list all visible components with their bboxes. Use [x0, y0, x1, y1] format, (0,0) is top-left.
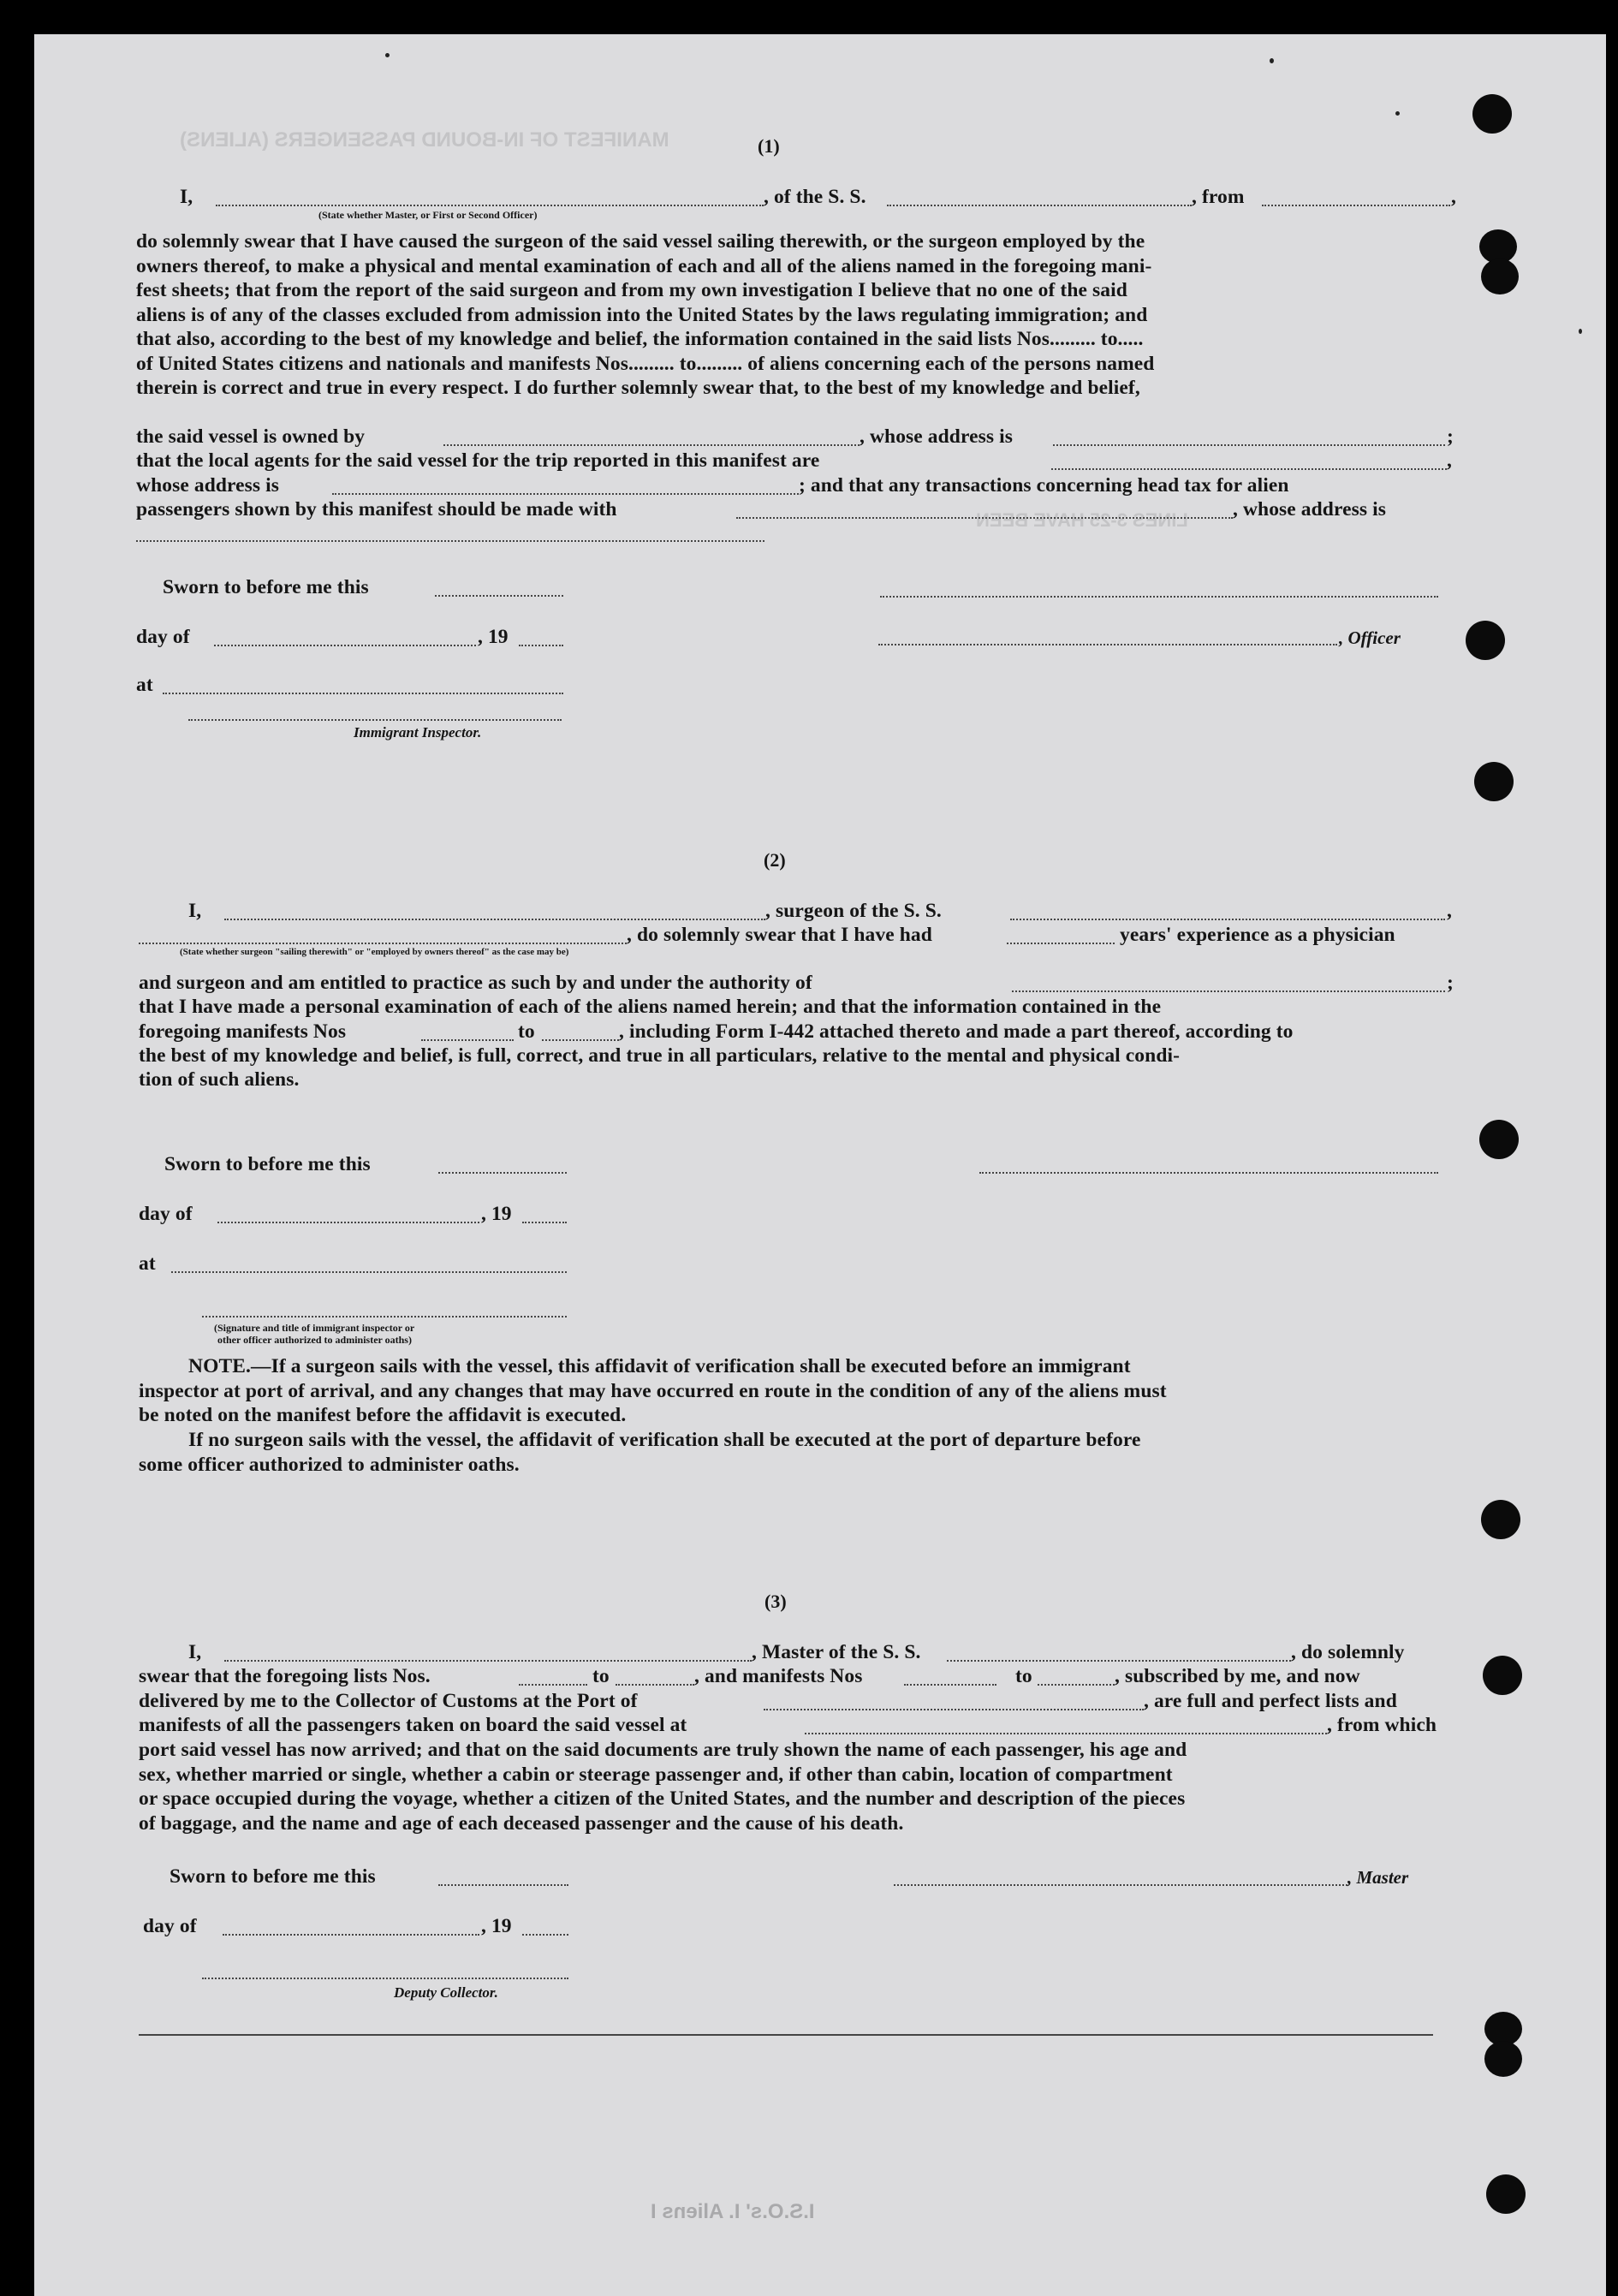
- s1-body-line: of United States citizens and nationals and manifests Nos......... to......... of aliens concerning each of the persons named: [136, 352, 1155, 375]
- s3-body-line: sex, whether married or single, whether a cabin or steerage passenger and, if other than cabin, location of compartment: [139, 1763, 1173, 1786]
- s3-lists-to-field[interactable]: [616, 1684, 694, 1686]
- s1-agent-address-field[interactable]: [332, 493, 799, 495]
- s1-vessel-field[interactable]: [887, 205, 1192, 206]
- s1-whose-address: , whose address is: [860, 425, 1013, 448]
- s1-owner-field[interactable]: [443, 444, 860, 446]
- s2-at-field[interactable]: [171, 1271, 567, 1273]
- s2-vessel-field[interactable]: [1010, 919, 1445, 920]
- punch-hole: [1474, 762, 1514, 801]
- s3-vessel-field[interactable]: [947, 1660, 1291, 1662]
- s1-owner-address-field[interactable]: [1053, 444, 1445, 446]
- s2-manifest-to-field[interactable]: [542, 1039, 619, 1041]
- s2-note-line: If no surgeon sails with the vessel, the affidavit of verification shall be executed at the port of departure before: [188, 1429, 1141, 1451]
- s1-signature-field[interactable]: [880, 596, 1438, 598]
- s3-collector-label: Deputy Collector.: [394, 1984, 498, 2001]
- s2-sworn: Sworn to before me this: [164, 1153, 371, 1175]
- s3-sworn-field[interactable]: [438, 1884, 568, 1886]
- s3-master-label: , Master: [1347, 1867, 1409, 1888]
- s1-body-line: that also, according to the best of my knowledge and belief, the information contained in the said lists Nos......... to.....: [136, 328, 1144, 350]
- s1-transactions-address-field[interactable]: [136, 540, 764, 542]
- s3-year: , 19: [481, 1915, 512, 1937]
- s3-manifests-to-field[interactable]: [1038, 1684, 1115, 1686]
- punch-hole: [1479, 1120, 1519, 1159]
- s3-full-lists: , are full and perfect lists and: [1144, 1690, 1397, 1712]
- s2-to: to: [518, 1020, 535, 1043]
- s3-port-of-departure-field[interactable]: [805, 1733, 1327, 1734]
- s3-day-field[interactable]: [223, 1934, 479, 1936]
- s1-agent-address-label: whose address is: [136, 474, 280, 497]
- s2-sig-line2: other officer authorized to administer oaths): [217, 1334, 412, 1346]
- s3-body-line: port said vessel has now arrived; and that on the said documents are truly shown the name of each passenger, his age and: [139, 1739, 1187, 1761]
- s1-day-field[interactable]: [214, 645, 476, 646]
- s3-manifests-from-field[interactable]: [904, 1684, 996, 1686]
- s2-name-field[interactable]: [224, 919, 765, 920]
- s1-sworn: Sworn to before me this: [163, 576, 369, 598]
- s3-collector-line[interactable]: [202, 1978, 568, 1979]
- s1-inspector-line[interactable]: [188, 719, 562, 721]
- s3-subscribed: , subscribed by me, and now: [1115, 1665, 1360, 1687]
- s2-manifest-from-field[interactable]: [421, 1039, 514, 1041]
- s3-collector-port: delivered by me to the Collector of Customs at the Port of: [139, 1690, 638, 1712]
- ink-speck: [1270, 58, 1274, 63]
- s1-local-agents: that the local agents for the said vessel for the trip reported in this manifest are: [136, 449, 820, 472]
- s3-sworn: Sworn to before me this: [170, 1865, 376, 1888]
- punch-hole: [1472, 94, 1512, 134]
- s3-lists-from-field[interactable]: [519, 1684, 587, 1686]
- s1-line0-of-ss: , of the S. S.: [764, 186, 866, 208]
- s3-port-field[interactable]: [764, 1709, 1144, 1710]
- s1-officer-field[interactable]: [878, 644, 1337, 645]
- punch-hole: [1481, 259, 1519, 294]
- s2-surgeon-of: , surgeon of the S. S.: [765, 900, 942, 922]
- s1-at: at: [136, 674, 153, 696]
- s1-day-of: day of: [136, 626, 190, 648]
- s2-body-line: the best of my knowledge and belief, is full, correct, and true in all particulars, relative to the mental and physical condi-: [139, 1044, 1181, 1067]
- s3-manifests: , and manifests Nos: [694, 1665, 863, 1687]
- s1-officer-label: , Officer: [1339, 628, 1401, 648]
- s2-including: , including Form I-442 attached thereto and made a part thereof, according to: [619, 1020, 1294, 1043]
- s2-sailing-field[interactable]: [139, 943, 627, 944]
- s3-lists: swear that the foregoing lists Nos.: [139, 1665, 431, 1687]
- s3-name-field[interactable]: [224, 1660, 752, 1662]
- punch-hole: [1486, 2174, 1526, 2214]
- s1-year: , 19: [478, 626, 509, 648]
- s1-passengers: passengers shown by this manifest should be made with: [136, 498, 617, 520]
- s1-body-line: fest sheets; that from the report of the said surgeon and from my own investigation I believe that no one of the said: [136, 279, 1127, 301]
- s1-name-field[interactable]: [216, 205, 764, 206]
- punch-hole: [1484, 2041, 1522, 2077]
- s2-sig-line1: (Signature and title of immigrant inspector or: [214, 1322, 415, 1334]
- bleed-through-mid: LINES 3-25 HAVE BEEN: [976, 509, 1188, 531]
- s2-body-line: tion of such aliens.: [139, 1068, 300, 1091]
- s3-master-of: , Master of the S. S.: [752, 1641, 921, 1663]
- s1-sworn-field[interactable]: [435, 595, 563, 597]
- s1-head-tax: ; and that any transactions concerning head tax for alien: [799, 474, 1289, 497]
- s2-note-line: some officer authorized to administer oaths.: [139, 1454, 520, 1476]
- s1-whose-address-2: , whose address is: [1233, 498, 1386, 520]
- s2-authority: and surgeon and am entitled to practice as such by and under the authority of: [139, 972, 812, 994]
- s2-semicolon: ;: [1447, 972, 1454, 994]
- affidavit-page: [34, 34, 1606, 2296]
- section-2-heading: (2): [764, 849, 786, 871]
- section-3-heading: (3): [764, 1591, 787, 1612]
- ink-speck: [385, 53, 390, 57]
- s1-owned-by: the said vessel is owned by: [136, 425, 366, 448]
- s2-sworn-field[interactable]: [438, 1172, 567, 1174]
- s2-body-line: that I have made a personal examination of each of the aliens named herein; and that the information contained in the: [139, 996, 1162, 1018]
- ink-speck: [1579, 329, 1582, 334]
- bleed-through-top: MANIFEST OF IN-BOUND PASSENGERS (ALIENS): [180, 128, 669, 152]
- s3-body-line: of baggage, and the name and age of each deceased passenger and the cause of his death.: [139, 1811, 904, 1835]
- s2-day-field[interactable]: [217, 1222, 479, 1223]
- punch-hole: [1466, 621, 1505, 660]
- punch-hole: [1481, 1500, 1520, 1539]
- s2-at: at: [139, 1252, 156, 1275]
- s1-body-line: therein is correct and true in every respect. I do further solemnly swear that, to the best of my knowledge and belief,: [136, 377, 1140, 399]
- s2-foregoing: foregoing manifests Nos: [139, 1020, 347, 1043]
- s2-year: , 19: [481, 1203, 512, 1225]
- s1-body-line: do solemnly swear that I have caused the surgeon of the said vessel sailing therewith, or the surgeon employed by the: [136, 230, 1145, 253]
- s2-years-field[interactable]: [1007, 943, 1115, 944]
- s1-year-field[interactable]: [519, 645, 563, 646]
- s1-inspector-label: Immigrant Inspector.: [354, 724, 482, 741]
- s2-line0-i: I,: [188, 900, 202, 922]
- s3-to-2: to: [1015, 1665, 1032, 1687]
- s2-year-field[interactable]: [522, 1222, 567, 1223]
- s3-taken-on-board: manifests of all the passengers taken on board the said vessel at: [139, 1714, 687, 1736]
- s1-body-line: owners thereof, to make a physical and mental examination of each and all of the aliens named in the foregoing mani-: [136, 254, 1152, 277]
- s1-at-field[interactable]: [163, 693, 563, 694]
- section-1-heading: (1): [758, 135, 780, 157]
- s2-note-line: be noted on the manifest before the affidavit is executed.: [139, 1404, 627, 1426]
- bottom-rule: [139, 2034, 1433, 2036]
- s2-years-label: years' experience as a physician: [1120, 924, 1395, 946]
- s1-from-field[interactable]: [1262, 205, 1450, 206]
- s1-body-line: aliens is of any of the classes excluded from admission into the United States by the laws regulating immigration; and: [136, 303, 1148, 326]
- s1-transactions-field[interactable]: [736, 517, 1233, 519]
- s1-agents-field[interactable]: [1051, 468, 1447, 470]
- s2-authority-field[interactable]: [1012, 990, 1445, 992]
- s1-comma: ,: [1451, 186, 1456, 208]
- s1-officer-note: (State whether Master, or First or Second Officer): [318, 209, 538, 221]
- s3-solemnly: , do solemnly: [1291, 1641, 1405, 1663]
- punch-hole: [1483, 1656, 1522, 1695]
- s3-day-of: day of: [143, 1915, 197, 1937]
- s2-note-line: NOTE.—If a surgeon sails with the vessel, this affidavit of verification shall be executed before an immigrant: [188, 1355, 1131, 1377]
- s3-from-which: , from which: [1327, 1714, 1437, 1736]
- s3-line0-i: I,: [188, 1641, 202, 1663]
- s2-note-line: inspector at port of arrival, and any changes that may have occurred en route in the condition of any of the aliens must: [139, 1380, 1167, 1402]
- s1-semicolon: ;: [1447, 425, 1454, 448]
- s2-solemnly: , do solemnly swear that I have had: [627, 924, 932, 946]
- s1-comma-2: ,: [1447, 449, 1452, 472]
- s1-line0-from: , from: [1192, 186, 1245, 208]
- s2-comma: ,: [1447, 900, 1452, 922]
- s3-body-line: or space occupied during the voyage, whether a citizen of the United States, and the number and description of the pieces: [139, 1787, 1186, 1810]
- bleed-through-bottom: I.S.O.s' I. Aliens I: [651, 2200, 815, 2223]
- s3-to-1: to: [592, 1665, 610, 1687]
- ink-speck: [1395, 111, 1400, 116]
- s2-day-of: day of: [139, 1203, 193, 1225]
- s2-sailing-note: (State whether surgeon "sailing therewith" or "employed by owners thereof" as the case may be): [180, 947, 569, 957]
- s3-year-field[interactable]: [522, 1934, 568, 1936]
- s2-inspector-line[interactable]: [202, 1316, 567, 1318]
- s1-line0-i: I,: [180, 186, 193, 208]
- s3-master-field[interactable]: [894, 1884, 1347, 1886]
- s2-signature-field[interactable]: [979, 1172, 1438, 1174]
